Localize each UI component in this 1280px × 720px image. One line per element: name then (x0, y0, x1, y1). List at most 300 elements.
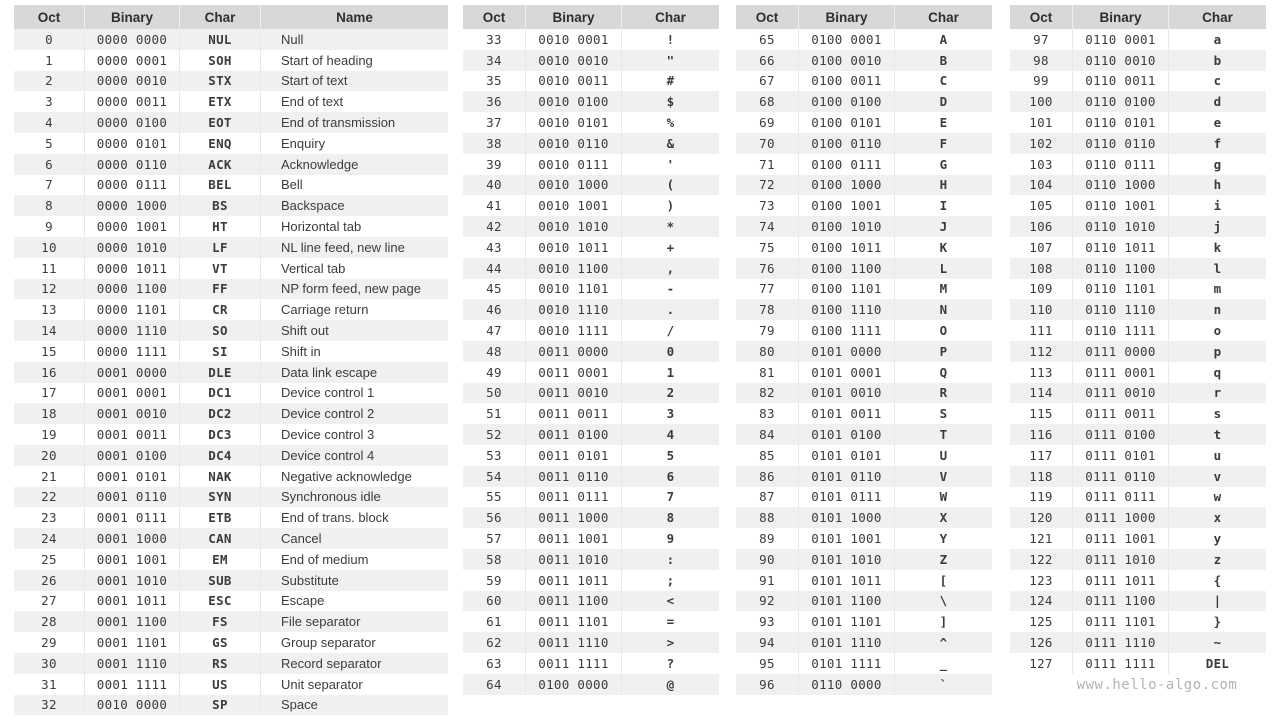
cell-char: b (1169, 50, 1267, 71)
table-row (736, 424, 992, 445)
cell-char: t (1169, 424, 1267, 445)
cell-oct: 75 (736, 237, 799, 258)
cell-char: DC2 (180, 403, 261, 424)
cell-binary: 0101 1100 (799, 591, 895, 612)
table-row (14, 591, 448, 612)
cell-oct: 2 (14, 71, 85, 92)
cell-oct: 79 (736, 320, 799, 341)
table-row (463, 487, 719, 508)
cell-name: Device control 1 (261, 383, 449, 404)
cell-oct: 50 (463, 383, 526, 404)
cell-oct: 92 (736, 591, 799, 612)
cell-char: ACK (180, 154, 261, 175)
cell-oct: 64 (463, 674, 526, 695)
cell-char: J (895, 216, 993, 237)
table-row (463, 591, 719, 612)
cell-binary: 0100 0000 (526, 674, 622, 695)
cell-binary: 0001 0101 (85, 466, 180, 487)
cell-oct: 46 (463, 299, 526, 320)
cell-char: RS (180, 653, 261, 674)
cell-oct: 27 (14, 591, 85, 612)
cell-oct: 72 (736, 175, 799, 196)
cell-binary: 0110 0101 (1073, 112, 1169, 133)
cell-binary: 0010 0000 (85, 695, 180, 716)
table-row (463, 528, 719, 549)
watermark: www.hello-algo.com (1076, 677, 1238, 693)
cell-binary: 0010 1100 (526, 258, 622, 279)
table-row (1010, 611, 1266, 632)
cell-oct: 119 (1010, 487, 1073, 508)
cell-oct: 22 (14, 487, 85, 508)
cell-binary: 0001 1100 (85, 611, 180, 632)
cell-binary: 0010 0110 (526, 133, 622, 154)
cell-oct: 111 (1010, 320, 1073, 341)
table-row (736, 195, 992, 216)
cell-binary: 0010 1010 (526, 216, 622, 237)
cell-binary: 0101 0001 (799, 362, 895, 383)
cell-char: STX (180, 71, 261, 92)
table-row (1010, 320, 1266, 341)
cell-name: Shift out (261, 320, 449, 341)
cell-char: s (1169, 403, 1267, 424)
cell-binary: 0101 0011 (799, 403, 895, 424)
cell-oct: 81 (736, 362, 799, 383)
table-row (736, 383, 992, 404)
table-row (14, 570, 448, 591)
cell-char: S (895, 403, 993, 424)
cell-binary: 0101 0010 (799, 383, 895, 404)
cell-oct: 18 (14, 403, 85, 424)
cell-char: F (895, 133, 993, 154)
column-header-binary: Binary (799, 5, 895, 29)
cell-binary: 0110 1111 (1073, 320, 1169, 341)
cell-binary: 0111 0111 (1073, 487, 1169, 508)
cell-binary: 0000 0001 (85, 50, 180, 71)
cell-binary: 0010 1001 (526, 195, 622, 216)
table-row (14, 216, 448, 237)
cell-name: Shift in (261, 341, 449, 362)
table-row (736, 258, 992, 279)
table-row (736, 507, 992, 528)
cell-binary: 0110 0111 (1073, 154, 1169, 175)
cell-oct: 66 (736, 50, 799, 71)
cell-binary: 0010 1101 (526, 279, 622, 300)
cell-binary: 0110 1000 (1073, 175, 1169, 196)
cell-char: ETB (180, 507, 261, 528)
cell-char: VT (180, 258, 261, 279)
table-row (1010, 258, 1266, 279)
cell-oct: 17 (14, 383, 85, 404)
column-header-char: Char (622, 5, 720, 29)
cell-name: NP form feed, new page (261, 279, 449, 300)
cell-char: x (1169, 507, 1267, 528)
table-row (463, 507, 719, 528)
cell-char: 7 (622, 487, 720, 508)
cell-binary: 0101 0101 (799, 445, 895, 466)
cell-oct: 105 (1010, 195, 1073, 216)
cell-oct: 91 (736, 570, 799, 591)
cell-oct: 121 (1010, 528, 1073, 549)
cell-oct: 124 (1010, 591, 1073, 612)
cell-char: SOH (180, 50, 261, 71)
cell-binary: 0011 0000 (526, 341, 622, 362)
cell-binary: 0011 0111 (526, 487, 622, 508)
cell-name: Backspace (261, 195, 449, 216)
table-row (463, 611, 719, 632)
cell-oct: 86 (736, 466, 799, 487)
column-header-char: Char (895, 5, 993, 29)
cell-char: { (1169, 570, 1267, 591)
cell-name: Acknowledge (261, 154, 449, 175)
cell-oct: 115 (1010, 403, 1073, 424)
table-row (14, 154, 448, 175)
cell-char: 3 (622, 403, 720, 424)
cell-oct: 76 (736, 258, 799, 279)
cell-char: _ (895, 653, 993, 674)
cell-oct: 120 (1010, 507, 1073, 528)
cell-binary: 0001 0000 (85, 362, 180, 383)
cell-char: ENQ (180, 133, 261, 154)
cell-char: m (1169, 279, 1267, 300)
cell-char: d (1169, 91, 1267, 112)
table-row (463, 195, 719, 216)
cell-oct: 109 (1010, 279, 1073, 300)
table-row (463, 237, 719, 258)
cell-oct: 61 (463, 611, 526, 632)
cell-binary: 0111 1000 (1073, 507, 1169, 528)
cell-binary: 0011 0101 (526, 445, 622, 466)
cell-name: Synchronous idle (261, 487, 449, 508)
table-row (1010, 91, 1266, 112)
cell-char: E (895, 112, 993, 133)
cell-binary: 0101 1101 (799, 611, 895, 632)
cell-char: A (895, 29, 993, 50)
table-row (14, 507, 448, 528)
cell-binary: 0011 0100 (526, 424, 622, 445)
cell-oct: 126 (1010, 632, 1073, 653)
cell-binary: 0001 1011 (85, 591, 180, 612)
cell-binary: 0010 1110 (526, 299, 622, 320)
cell-char: > (622, 632, 720, 653)
table-row (1010, 403, 1266, 424)
cell-name: End of medium (261, 549, 449, 570)
cell-oct: 54 (463, 466, 526, 487)
cell-char: ? (622, 653, 720, 674)
cell-oct: 12 (14, 279, 85, 300)
cell-char: a (1169, 29, 1267, 50)
table-row (463, 632, 719, 653)
cell-binary: 0100 1110 (799, 299, 895, 320)
table-row (1010, 29, 1266, 50)
cell-binary: 0001 0110 (85, 487, 180, 508)
cell-char: & (622, 133, 720, 154)
cell-binary: 0010 0010 (526, 50, 622, 71)
cell-oct: 10 (14, 237, 85, 258)
cell-binary: 0000 1110 (85, 320, 180, 341)
column-header-binary: Binary (526, 5, 622, 29)
cell-char: P (895, 341, 993, 362)
cell-name: Unit separator (261, 674, 449, 695)
cell-name: Data link escape (261, 362, 449, 383)
cell-binary: 0011 0001 (526, 362, 622, 383)
cell-binary: 0101 0100 (799, 424, 895, 445)
cell-oct: 14 (14, 320, 85, 341)
cell-char: CAN (180, 528, 261, 549)
cell-binary: 0110 0010 (1073, 50, 1169, 71)
cell-name: End of trans. block (261, 507, 449, 528)
ascii-table-punctuation (463, 5, 719, 695)
cell-char: T (895, 424, 993, 445)
cell-oct: 102 (1010, 133, 1073, 154)
cell-char: ] (895, 611, 993, 632)
cell-oct: 103 (1010, 154, 1073, 175)
cell-oct: 107 (1010, 237, 1073, 258)
cell-binary: 0110 1101 (1073, 279, 1169, 300)
cell-char: c (1169, 71, 1267, 92)
table-row (1010, 653, 1266, 674)
cell-char: 6 (622, 466, 720, 487)
cell-binary: 0000 0110 (85, 154, 180, 175)
cell-oct: 67 (736, 71, 799, 92)
table-row (1010, 341, 1266, 362)
cell-binary: 0011 1011 (526, 570, 622, 591)
cell-char: 9 (622, 528, 720, 549)
cell-binary: 0110 1100 (1073, 258, 1169, 279)
cell-binary: 0000 1101 (85, 299, 180, 320)
cell-binary: 0110 0110 (1073, 133, 1169, 154)
cell-binary: 0011 1001 (526, 528, 622, 549)
table-row (736, 320, 992, 341)
table-row (1010, 549, 1266, 570)
ascii-table-uppercase (736, 5, 992, 695)
cell-binary: 0001 1001 (85, 549, 180, 570)
cell-oct: 51 (463, 403, 526, 424)
cell-binary: 0110 1001 (1073, 195, 1169, 216)
cell-char: SP (180, 695, 261, 716)
cell-binary: 0001 1111 (85, 674, 180, 695)
cell-char: ( (622, 175, 720, 196)
cell-char: : (622, 549, 720, 570)
cell-oct: 99 (1010, 71, 1073, 92)
header-row (1010, 5, 1266, 29)
cell-oct: 94 (736, 632, 799, 653)
table-row (1010, 528, 1266, 549)
cell-char: SI (180, 341, 261, 362)
cell-oct: 56 (463, 507, 526, 528)
cell-oct: 29 (14, 632, 85, 653)
cell-name: Space (261, 695, 449, 716)
cell-char: \ (895, 591, 993, 612)
table-row (14, 175, 448, 196)
table-row (463, 216, 719, 237)
cell-oct: 15 (14, 341, 85, 362)
cell-char: z (1169, 549, 1267, 570)
ascii-table-control (14, 5, 448, 715)
cell-name: Negative acknowledge (261, 466, 449, 487)
table-row (736, 549, 992, 570)
cell-oct: 127 (1010, 653, 1073, 674)
cell-char: o (1169, 320, 1267, 341)
cell-binary: 0100 0111 (799, 154, 895, 175)
cell-oct: 106 (1010, 216, 1073, 237)
cell-char: G (895, 154, 993, 175)
cell-oct: 43 (463, 237, 526, 258)
table-row (463, 154, 719, 175)
cell-char: K (895, 237, 993, 258)
cell-binary: 0011 1000 (526, 507, 622, 528)
cell-char: # (622, 71, 720, 92)
cell-char: BEL (180, 175, 261, 196)
cell-char: DLE (180, 362, 261, 383)
cell-binary: 0000 0000 (85, 29, 180, 50)
cell-char: 0 (622, 341, 720, 362)
cell-oct: 60 (463, 591, 526, 612)
cell-oct: 41 (463, 195, 526, 216)
cell-oct: 114 (1010, 383, 1073, 404)
cell-oct: 30 (14, 653, 85, 674)
cell-name: Record separator (261, 653, 449, 674)
cell-char: SYN (180, 487, 261, 508)
cell-oct: 21 (14, 466, 85, 487)
cell-char: DEL (1169, 653, 1267, 674)
cell-char: i (1169, 195, 1267, 216)
cell-char: CR (180, 299, 261, 320)
cell-binary: 0011 1010 (526, 549, 622, 570)
cell-char: NUL (180, 29, 261, 50)
table-row (1010, 424, 1266, 445)
cell-char: ESC (180, 591, 261, 612)
cell-char: y (1169, 528, 1267, 549)
cell-char: ) (622, 195, 720, 216)
table-row (1010, 362, 1266, 383)
cell-binary: 0000 0101 (85, 133, 180, 154)
table-row (463, 466, 719, 487)
cell-oct: 116 (1010, 424, 1073, 445)
cell-binary: 0101 1010 (799, 549, 895, 570)
cell-char: $ (622, 91, 720, 112)
table-row (14, 299, 448, 320)
cell-binary: 0011 1101 (526, 611, 622, 632)
cell-char: FF (180, 279, 261, 300)
cell-oct: 37 (463, 112, 526, 133)
table-row (463, 50, 719, 71)
table-row (463, 362, 719, 383)
cell-char: EOT (180, 112, 261, 133)
cell-binary: 0111 0100 (1073, 424, 1169, 445)
cell-char: k (1169, 237, 1267, 258)
cell-binary: 0111 0010 (1073, 383, 1169, 404)
table-row (1010, 570, 1266, 591)
table-row (1010, 50, 1266, 71)
cell-char: ` (895, 674, 993, 695)
column-header-oct: Oct (736, 5, 799, 29)
cell-binary: 0000 1010 (85, 237, 180, 258)
cell-oct: 63 (463, 653, 526, 674)
cell-name: Enquiry (261, 133, 449, 154)
cell-char: Q (895, 362, 993, 383)
cell-char: O (895, 320, 993, 341)
table-row (14, 424, 448, 445)
cell-oct: 16 (14, 362, 85, 383)
cell-binary: 0111 0101 (1073, 445, 1169, 466)
table-row (736, 674, 992, 695)
table-row (463, 258, 719, 279)
cell-binary: 0101 0110 (799, 466, 895, 487)
table-row (463, 175, 719, 196)
cell-char: * (622, 216, 720, 237)
cell-char: NAK (180, 466, 261, 487)
table-row (736, 299, 992, 320)
cell-binary: 0001 0111 (85, 507, 180, 528)
table-row (14, 445, 448, 466)
cell-oct: 31 (14, 674, 85, 695)
cell-oct: 84 (736, 424, 799, 445)
cell-binary: 0011 0110 (526, 466, 622, 487)
cell-name: Bell (261, 175, 449, 196)
cell-binary: 0100 0001 (799, 29, 895, 50)
cell-char: ; (622, 570, 720, 591)
table-row (736, 112, 992, 133)
cell-char: V (895, 466, 993, 487)
column-header-oct: Oct (463, 5, 526, 29)
cell-char: 2 (622, 383, 720, 404)
cell-char: ~ (1169, 632, 1267, 653)
cell-binary: 0111 0110 (1073, 466, 1169, 487)
header-row (736, 5, 992, 29)
cell-oct: 49 (463, 362, 526, 383)
cell-char: HT (180, 216, 261, 237)
column-header-binary: Binary (1073, 5, 1169, 29)
table-row (14, 195, 448, 216)
cell-char: j (1169, 216, 1267, 237)
cell-oct: 82 (736, 383, 799, 404)
table-row (463, 29, 719, 50)
cell-binary: 0110 1011 (1073, 237, 1169, 258)
cell-oct: 110 (1010, 299, 1073, 320)
cell-char: ETX (180, 91, 261, 112)
cell-oct: 104 (1010, 175, 1073, 196)
cell-char: 1 (622, 362, 720, 383)
cell-oct: 97 (1010, 29, 1073, 50)
cell-binary: 0111 1100 (1073, 591, 1169, 612)
table-row (1010, 237, 1266, 258)
cell-binary: 0010 1011 (526, 237, 622, 258)
cell-char: BS (180, 195, 261, 216)
table-row (14, 549, 448, 570)
cell-char: l (1169, 258, 1267, 279)
cell-oct: 112 (1010, 341, 1073, 362)
cell-char: / (622, 320, 720, 341)
cell-oct: 19 (14, 424, 85, 445)
cell-binary: 0001 0100 (85, 445, 180, 466)
cell-oct: 33 (463, 29, 526, 50)
cell-binary: 0101 0000 (799, 341, 895, 362)
cell-oct: 11 (14, 258, 85, 279)
cell-oct: 78 (736, 299, 799, 320)
cell-name: Device control 2 (261, 403, 449, 424)
table-row (736, 237, 992, 258)
table-row (736, 591, 992, 612)
cell-char: B (895, 50, 993, 71)
cell-char: , (622, 258, 720, 279)
table-row (14, 695, 448, 716)
table-row (1010, 133, 1266, 154)
cell-binary: 0000 1000 (85, 195, 180, 216)
cell-char: 8 (622, 507, 720, 528)
cell-char: LF (180, 237, 261, 258)
table-row (1010, 154, 1266, 175)
cell-char: X (895, 507, 993, 528)
